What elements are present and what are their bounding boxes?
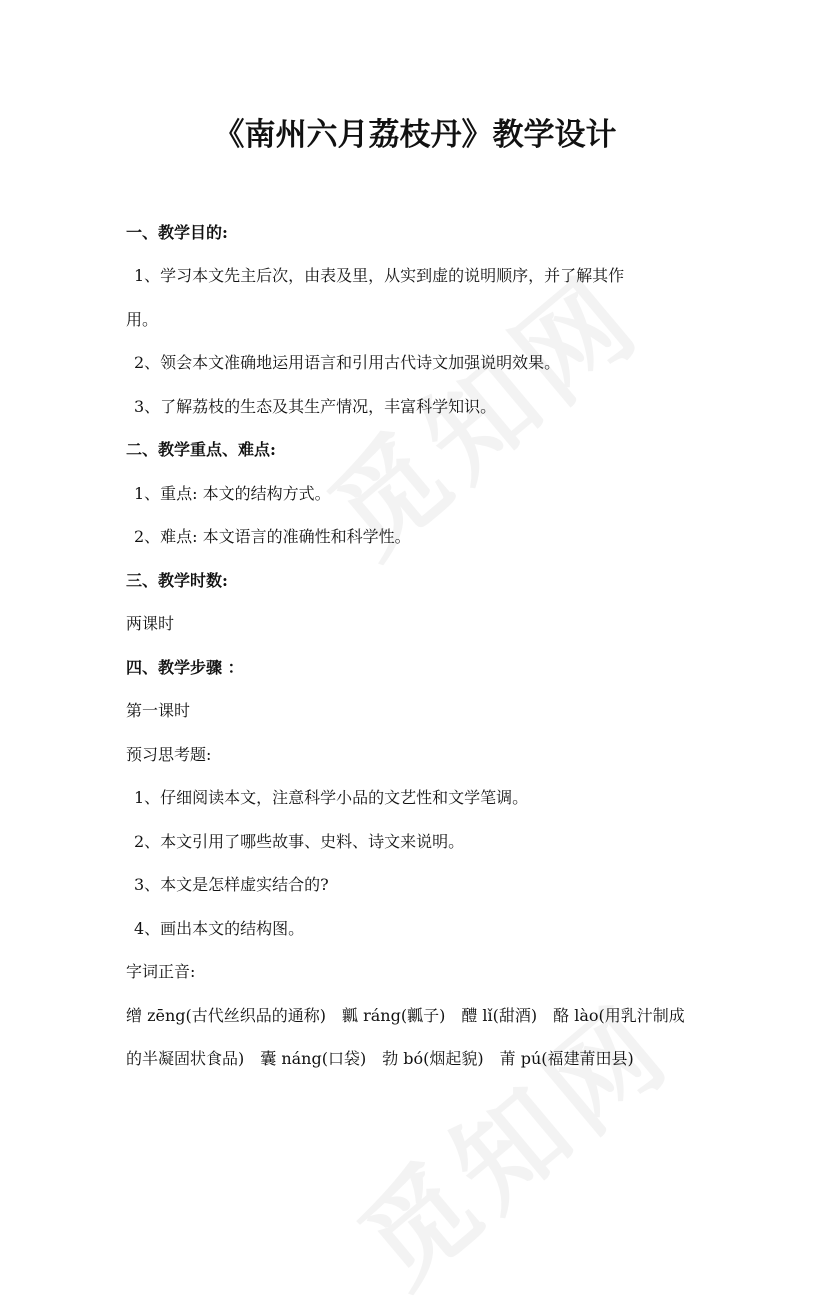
document-title: 《南州六月荔枝丹》教学设计 xyxy=(213,117,617,153)
hours-value: 两课时 xyxy=(126,614,175,633)
focus-heading: 二、教学重点、难点: xyxy=(126,440,276,459)
objective-item-2: 2、领会本文准确地运用语言和引用古代诗文加强说明效果。 xyxy=(134,353,561,372)
pronunciation-heading: 字词正音: xyxy=(126,962,196,981)
focus-item-1: 1、重点: 本文的结构方式。 xyxy=(134,484,331,503)
focus-item-2: 2、难点: 本文语言的准确性和科学性。 xyxy=(134,527,411,546)
steps-heading: 四、教学步骤 ： xyxy=(126,658,244,677)
preview-heading: 预习思考题: xyxy=(126,745,212,764)
objective-item-3: 3、了解荔枝的生态及其生产情况，丰富科学知识。 xyxy=(134,397,497,416)
preview-item-2: 2、本文引用了哪些故事、史料、诗文来说明。 xyxy=(134,832,465,851)
preview-item-1: 1、仔细阅读本文，注意科学小品的文艺性和文学笔调。 xyxy=(134,788,529,807)
objectives-heading: 一、教学目的: xyxy=(126,223,228,242)
pronunciation-line-2: 的半凝固状食品) 囊 náng(口袋) 勃 bó(烟起貌) 莆 pú(福建莆田县) xyxy=(126,1049,634,1068)
preview-item-3: 3、本文是怎样虚实结合的? xyxy=(134,875,329,894)
objective-item-1-cont: 用。 xyxy=(126,310,159,329)
hours-heading: 三、教学时数: xyxy=(126,571,228,590)
lesson-label: 第一课时 xyxy=(126,701,191,720)
pronunciation-line-1: 缯 zēng(古代丝织品的通称) 瓤 ráng(瓤子) 醴 lǐ(甜酒) 酪 lào(用乳汁制成 xyxy=(126,1006,685,1025)
objective-item-1: 1、学习本文先主后次，由表及里，从实到虚的说明顺序，并了解其作 xyxy=(134,266,625,285)
preview-item-4: 4、画出本文的结构图。 xyxy=(134,919,305,938)
